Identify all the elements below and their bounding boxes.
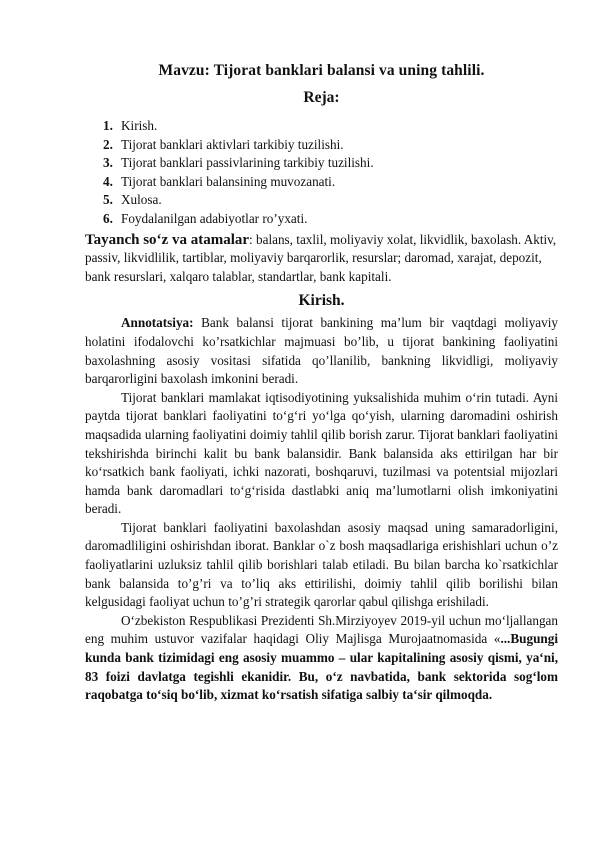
keywords-paragraph xyxy=(85,231,558,287)
plan-item-number: 3. xyxy=(103,155,113,171)
plan-item-text: Tijorat banklari aktivlari tarkibiy tuzilishi. xyxy=(121,136,344,152)
plan-item xyxy=(85,173,558,192)
plan-item-text: Foydalanilgan adabiyotlar ro’yxati. xyxy=(121,210,308,226)
plan-item-text: Tijorat banklari balansining muvozanati. xyxy=(121,173,336,189)
plan-item xyxy=(85,191,558,210)
plan-item-text: Tijorat banklari passivlarining tarkibiy tuzilishi. xyxy=(121,155,374,171)
body-paragraph-1: Tijorat banklari mamlakat iqtisodiyotining yuksalishida muhim o‘rin tutadi. Ayni paytda tijorat banklari faoliyatini to‘g‘ri yo‘lga qo‘yish, ularning daromadini oshirish maqsadida ularning faoliyatini doimiy tahlil qilib borish zarur. Tijorat banklari faoliyatini tekshirishda birinchi kalit bu bank balansidir. Bank balansida aks ettirilgan har bir ko‘rsatkich bank faoliyati, ichki nazorati, boshqaruvi, tuzilmasi va potentsial mijozlari hamda bank daromadlari to‘g‘risida dastlabki aniq ma’lumotlarni olish imkoniyatini beradi. xyxy=(85,389,558,517)
plan-item-number: 4. xyxy=(103,173,113,189)
plan-item xyxy=(85,136,558,155)
annotation-text: Bank balansi tijorat bankining ma’lum bir vaqtdagi moliyaviy holatini ifodalovchi ko’rsatkichlar majmuasi bo’lib, u tijorat bankining faoliyatini baxolashning asosiy vositasi sifatida qo’llanilib, bankning likvidligi, moliyaviy barqarorligini baxolash imkonini beradi. xyxy=(85,315,558,387)
keywords-text: : balans, taxlil, moliyaviy xolat, likvidlik, baxolash. Aktiv, passiv, likvidlilik, tartiblar, moliyaviy barqarorlik, resurslar; daromad, xarajat, depozit, bank resurslari, xalqaro talablar, standartlar, bank kapitali. xyxy=(85,231,557,284)
document-title: Mavzu: Tijorat banklari balansi va uning tahlili. xyxy=(158,62,485,79)
annotation-paragraph xyxy=(85,314,558,388)
body-paragraph-3 xyxy=(85,612,558,705)
plan-item xyxy=(85,210,558,229)
document-page xyxy=(85,62,558,705)
plan-item-text: Xulosa. xyxy=(121,192,162,208)
keywords-heading: Tayanch so‘z va atamalar xyxy=(85,231,250,248)
section-heading-introduction: Kirish. xyxy=(298,292,345,310)
plan-item xyxy=(85,154,558,173)
plan-list xyxy=(85,117,558,229)
plan-item-number: 6. xyxy=(103,210,113,226)
body-paragraph-2: Tijorat banklari faoliyatini baxolashdan asosiy maqsad uning samaradorligini, daromadliligini oshirishdan iborat. Banklar o`z bosh maqsadlariga erishishlari uchun o’z faoliyatlarini uzluksiz tahlil qilib borishlari talab etiladi. Bu bilan barcha ko`rsatkichlar bank balansida to’g’ri va to’liq aks ettirilishi, doimiy tahlil qilib borilishi bilan kelgusidagi faoliyat uchun to’g’ri strategik qarorlar qabul qilishga erishiladi. xyxy=(85,519,558,610)
paragraph-3-quote: ...Bugungi kunda bank tizimidagi eng asosiy muammo – ular kapitalining asosiy qismi, ya‘ni, 83 foizi davlatga tegishli ekanidir. Bu, o‘z navbatida, bank sektorida sog‘lom raqobatga to‘siq bo‘lib, xizmat ko‘rsatish sifatiga salbiy ta‘sir qilmoqda. xyxy=(85,631,558,703)
plan-heading: Reja: xyxy=(303,89,340,106)
plan-item-number: 2. xyxy=(103,136,113,152)
paragraph-3-intro: O‘zbekiston Respublikasi Prezidenti Sh.Mirziyoyev 2019-yil uchun mo‘ljallangan eng muhim ustuvor vazifalar haqidagi Oliy Majlisga Murojaatnomasida « xyxy=(85,612,558,647)
plan-item-number: 1. xyxy=(103,118,113,133)
plan-item-text: Kirish. xyxy=(121,118,158,133)
plan-item-number: 5. xyxy=(103,192,113,208)
plan-item xyxy=(85,117,558,136)
annotation-label: Annotatsiya: xyxy=(121,315,194,331)
